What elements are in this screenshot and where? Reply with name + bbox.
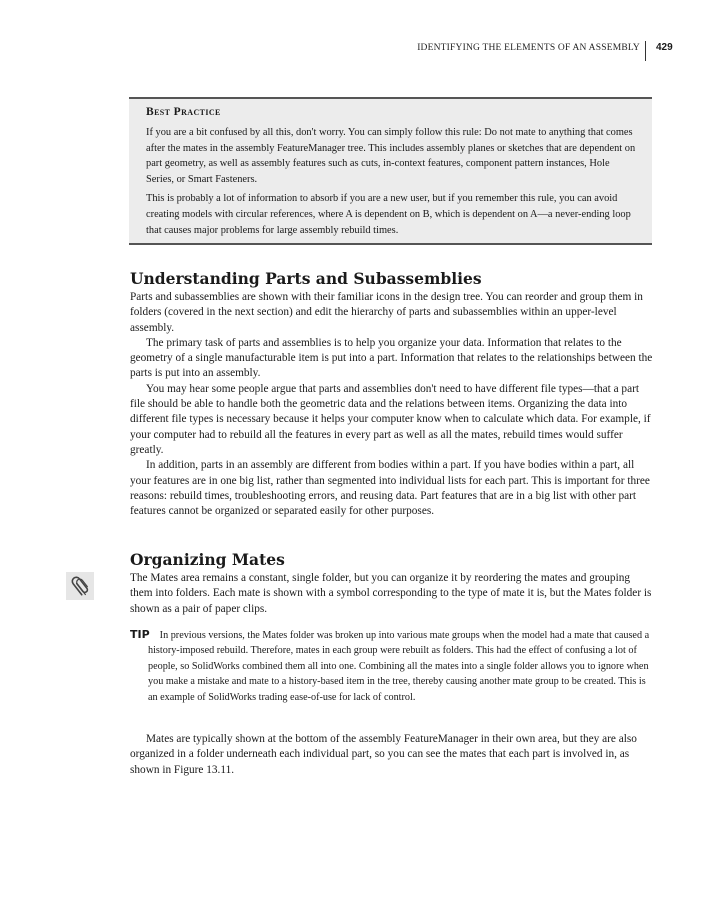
parts-paragraph-4: In addition, parts in an assembly are different from bodies within a part. If you have bodies within a part, all your features are in one big list, rather than segmented into individual lists for each part. This is important for three reasons: rebuild times, troubleshooting errors, and reusing data. Part features that are in a big list with other part features cannot be organized or separated easily for other purposes. [130, 459, 650, 518]
section-heading-mates: Organizing Mates [130, 550, 285, 569]
closing-section [130, 732, 655, 778]
tip-text: In previous versions, the Mates folder was broken up into various mate groups when the model had a mate that caused a history-imposed rebuild. Therefore, mates in each group were rebuilt as folders. This had the effect of confusing a lot of people, so SolidWorks combined them all into one. Combining all the mates into a single folder allows you to ignore when you make a mistake and mate to a history-based item in the tree, thereby causing another mate group to be created. This is an example of SolidWorks trading ease-of-use for lack of control. [148, 630, 650, 703]
mates-paragraph: The Mates area remains a constant, single folder, but you can organize it by reordering the mates and grouping them into folders. Each mate is shown with a symbol corresponding to the type of mate it is, but the Mates folder is shown as a pair of paper clips. [130, 572, 652, 615]
running-title: IDENTIFYING THE ELEMENTS OF AN ASSEMBLY [417, 43, 640, 53]
tip-paragraph [130, 627, 650, 705]
parts-paragraph-1: Parts and subassemblies are shown with their familiar icons in the design tree. You can reorder and group them in folders (covered in the next section) and edit the hierarchy of parts and subassemblies within an upper-level assembly. [130, 291, 643, 334]
parts-paragraph-2: The primary task of parts and assemblies is to help you organize your data. Information that relates to the geometry of a single manufacturable item is put into a part. Information that relates to the relationships between the parts is put into an assembly. [130, 336, 653, 380]
header-divider [645, 41, 646, 61]
best-practice-paragraph-1: If you are a bit confused by all this, don't worry. You can simply follow this rule: Do not mate to anything that comes after the mates in the assembly FeatureManager tree. This includes assembly planes or sketches that are dependent on part geometry, as well as assembly features such as cuts, in-context features, component pattern instances, Hole Series, or Smart Fasteners. [146, 127, 636, 185]
tip-label: TIP [130, 628, 150, 641]
running-head [0, 41, 717, 61]
best-practice-paragraph-2: This is probably a lot of information to absorb if you are a new user, but if you remember this rule, you can avoid creating models with circular references, where A is dependent on B, which is dependent on A—a never-ending loop that causes major problems for large assembly rebuild times. [146, 193, 631, 236]
best-practice-box [129, 97, 652, 245]
section-heading-parts: Understanding Parts and Subassemblies [130, 269, 482, 288]
parts-paragraph-3: You may hear some people argue that parts and assemblies don't need to have different file types—that a part file should be able to handle both the geometric data and the relations between items. Organizing the data into different file types is necessary because it helps your computer know when to calculate which data. For example, if your computer had to rebuild all the features in every part as well as all the mates, rebuild times would suffer greatly. [130, 382, 651, 456]
page-number: 429 [656, 42, 673, 53]
closing-paragraph: Mates are typically shown at the bottom of the assembly FeatureManager in their own area, but they are also organized in a folder underneath each individual part, so you can see the mates that each part is involved in, as shown in Figure 13.11. [130, 733, 637, 776]
paper-clip-icon [66, 572, 94, 600]
section-understanding-parts [130, 270, 655, 519]
section-organizing-mates [130, 551, 655, 617]
tip-box [130, 627, 650, 705]
best-practice-title: Best Practice [146, 106, 221, 118]
